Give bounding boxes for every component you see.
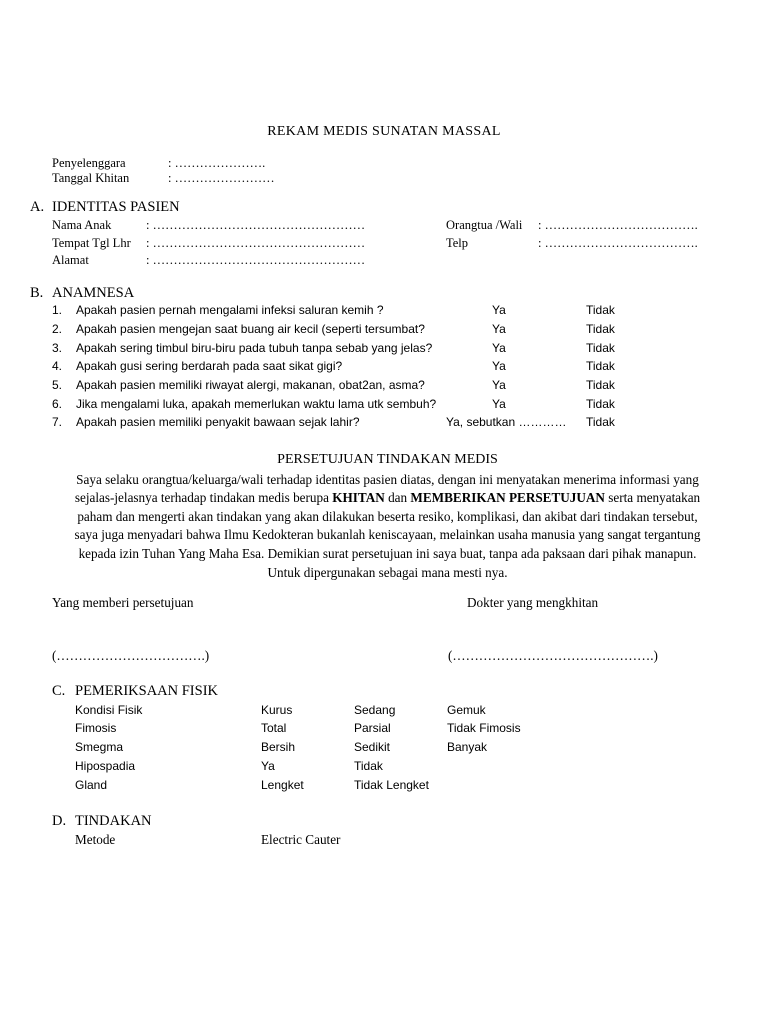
exam-label: Smegma	[75, 740, 124, 754]
exam-option: Tidak Lengket	[354, 778, 429, 792]
question-text: Apakah pasien memiliki penyakit bawaan sejak lahir?	[76, 415, 360, 429]
consent-block	[30, 451, 745, 582]
exam-option: Lengket	[261, 778, 304, 792]
orangtua-wali-label: Orangtua /Wali	[446, 218, 523, 232]
question-text: Jika mengalami luka, apakah memerlukan waktu lama utk sembuh?	[76, 397, 437, 411]
consent-line: Saya selaku orangtua/keluarga/wali terhadap identitas pasien diatas, dengan ini menyatakan menerima informasi yang	[76, 471, 699, 487]
consent-text: serta menyatakan	[604, 490, 701, 506]
exam-label: Gland	[75, 778, 108, 792]
exam-option: Total	[261, 721, 287, 735]
consent-line	[30, 489, 745, 508]
consent-line: kepada izin Tuhan Yang Maha Esa. Demikian surat persetujuan ini saya buat, tanpa ada paksaan dari pihak manapun.	[78, 545, 697, 561]
question-text: Apakah gusi sering berdarah pada saat sikat gigi?	[76, 359, 343, 373]
exam-option: Kurus	[261, 703, 293, 717]
consent-keyword-persetujuan: MEMBERIKAN PERSETUJUAN	[410, 490, 605, 506]
exam-option: Sedang	[354, 703, 396, 717]
answer-no: Tidak	[586, 359, 615, 373]
document-title: REKAM MEDIS SUNATAN MASSAL	[267, 124, 501, 139]
section-d-heading: TINDAKAN	[75, 813, 152, 829]
consent-text: sejalas-jelasnya terhadap tindakan medis berupa	[74, 490, 333, 506]
answer-yes: Ya	[492, 359, 506, 373]
exam-option: Tidak	[354, 759, 383, 773]
exam-option: Gemuk	[447, 703, 486, 717]
signature-right-label: Dokter yang mengkhitan	[467, 595, 599, 610]
consent-text: dan	[384, 490, 411, 506]
penyelenggara-label: Penyelenggara	[52, 156, 126, 170]
nama-anak-label: Nama Anak	[52, 218, 112, 232]
question-text: Apakah sering timbul biru-biru pada tubuh tanpa sebab yang jelas?	[76, 341, 433, 355]
answer-no: Tidak	[586, 378, 615, 392]
consent-title: PERSETUJUAN TINDAKAN MEDIS	[277, 452, 498, 467]
answer-yes: Ya, sebutkan …………	[446, 415, 567, 429]
telp-label: Telp	[446, 236, 469, 250]
question-text: Apakah pasien pernah mengalami infeksi saluran kemih ?	[76, 303, 384, 317]
answer-yes: Ya	[492, 341, 506, 355]
answer-no: Tidak	[586, 303, 615, 317]
exam-option: Parsial	[354, 721, 391, 735]
alamat-value: : ……………………………………………	[146, 253, 366, 267]
answer-yes: Ya	[492, 303, 506, 317]
consent-line: Untuk dipergunakan sebagai mana mesti nya.	[267, 564, 508, 580]
answer-yes: Ya	[492, 322, 506, 336]
section-c-letter: C.	[52, 683, 66, 699]
question-text: Apakah pasien mengejan saat buang air kecil (seperti tersumbat?	[76, 322, 425, 336]
exam-option: Tidak Fimosis	[447, 721, 521, 735]
section-a-letter: A.	[30, 199, 45, 215]
exam-option: Sedikit	[354, 740, 391, 754]
nama-anak-value: : ……………………………………………	[146, 218, 366, 232]
section-a-heading: IDENTITAS PASIEN	[52, 199, 180, 215]
exam-label: Fimosis	[75, 721, 117, 735]
section-d-letter: D.	[52, 813, 67, 829]
penyelenggara-value: : ………………….	[168, 156, 266, 170]
answer-no: Tidak	[586, 415, 615, 429]
question-number: 2.	[52, 322, 63, 336]
answer-yes: Ya	[492, 397, 506, 411]
exam-label: Hipospadia	[75, 759, 136, 773]
signature-right-line: (……………………………………….)	[448, 648, 658, 663]
question-number: 3.	[52, 341, 63, 355]
question-text: Apakah pasien memiliki riwayat alergi, makanan, obat2an, asma?	[76, 378, 425, 392]
answer-no: Tidak	[586, 322, 615, 336]
tempat-tgl-lahir-label: Tempat Tgl Lhr	[52, 236, 131, 250]
question-number: 1.	[52, 303, 63, 317]
consent-keyword-khitan: KHITAN	[332, 490, 385, 506]
alamat-label: Alamat	[52, 253, 89, 267]
metode-label: Metode	[75, 832, 116, 847]
exam-option: Bersih	[261, 740, 296, 754]
answer-no: Tidak	[586, 397, 615, 411]
exam-label: Kondisi Fisik	[75, 703, 143, 717]
signature-left-line: (…………………………….)	[52, 648, 210, 663]
answer-no: Tidak	[586, 341, 615, 355]
tanggal-khitan-value: : ……………………	[168, 171, 275, 185]
section-b-heading: ANAMNESA	[52, 285, 135, 301]
section-c-heading: PEMERIKSAAN FISIK	[75, 683, 219, 699]
answer-yes: Ya	[492, 378, 506, 392]
signature-left-label: Yang memberi persetujuan	[52, 595, 194, 610]
metode-value: Electric Cauter	[261, 832, 341, 847]
consent-line: paham dan mengerti akan tindakan yang akan dilakukan beserta resiko, komplikasi, dan akibat dari tindakan tersebut,	[77, 508, 698, 524]
question-number: 4.	[52, 359, 63, 373]
telp-value: : ……………………………….	[538, 236, 698, 250]
tempat-tgl-lahir-value: : ……………………………………………	[146, 236, 366, 250]
consent-line: saya juga menyadari bahwa Ilmu Kedokteran bukanlah keniscayaan, melainkan usaha manusia yang sangat tergantung	[74, 527, 701, 543]
question-number: 6.	[52, 397, 63, 411]
question-number: 7.	[52, 415, 63, 429]
exam-option: Ya	[261, 759, 275, 773]
tanggal-khitan-label: Tanggal Khitan	[52, 171, 130, 185]
section-b-letter: B.	[30, 285, 44, 301]
question-number: 5.	[52, 378, 63, 392]
exam-option: Banyak	[447, 740, 488, 754]
orangtua-wali-value: : ……………………………….	[538, 218, 698, 232]
